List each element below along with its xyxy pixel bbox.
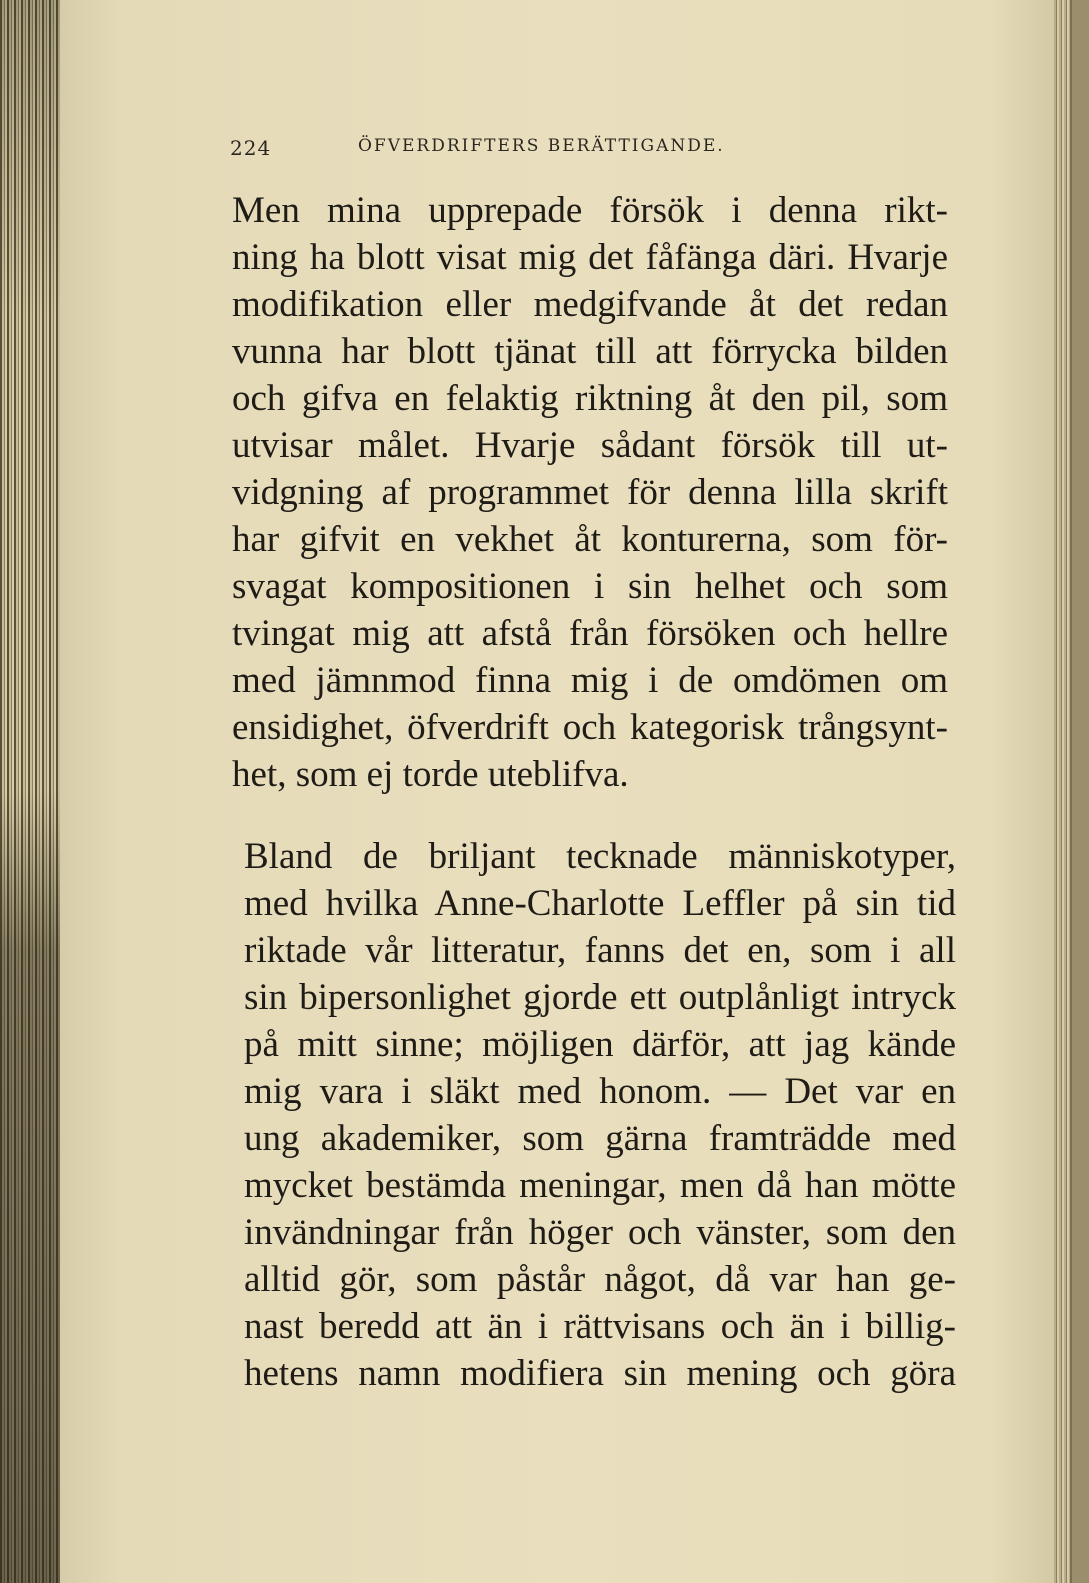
- text-line: och gifva en felaktig riktning åt den pil, som: [232, 378, 948, 419]
- text-line: hetens namn modifiera sin mening och göra: [244, 1353, 956, 1394]
- paragraph-1: [232, 187, 948, 798]
- text-line: ung akademiker, som gärna framträdde med: [244, 1118, 956, 1159]
- text-line: modifikation eller medgifvande åt det redan: [232, 284, 948, 325]
- text-line: alltid gör, som påstår något, då var han ge-: [244, 1259, 956, 1300]
- text-line: nast beredd att än i rättvisans och än i billig-: [244, 1306, 956, 1347]
- text-line: Bland de briljant tecknade människotyper,: [244, 836, 956, 877]
- text-line: utvisar målet. Hvarje sådant försök till ut-: [232, 425, 948, 466]
- text-line: med jämnmod finna mig i de omdömen om: [232, 660, 948, 701]
- text-line: har gifvit en vekhet åt konturerna, som för-: [232, 519, 948, 560]
- text-line: tvingat mig att afstå från försöken och hellre: [232, 613, 948, 654]
- running-title: ÖFVERDRIFTERS BERÄTTIGANDE.: [358, 136, 725, 156]
- text-line: ensidighet, öfverdrift och kategorisk trångsynt-: [232, 707, 948, 748]
- text-line: mycket bestämda meningar, men då han mötte: [244, 1165, 956, 1206]
- text-line: svagat kompositionen i sin helhet och som: [232, 566, 948, 607]
- running-head: [230, 132, 830, 168]
- text-line: mig vara i släkt med honom. — Det var en: [244, 1071, 956, 1112]
- page-number: 224: [230, 136, 272, 160]
- text-line: het, som ej torde uteblifva.: [232, 754, 629, 795]
- text-line: riktade vår litteratur, fanns det en, som i all: [244, 930, 956, 971]
- text-line: vidgning af programmet för denna lilla skrift: [232, 472, 948, 513]
- text-line: med hvilka Anne-Charlotte Leffler på sin tid: [244, 883, 956, 924]
- text-line: på mitt sinne; möjligen därför, att jag kände: [244, 1024, 956, 1065]
- text-line: invändningar från höger och vänster, som den: [244, 1212, 956, 1253]
- paragraph-2: [244, 833, 956, 1397]
- text-line: Men mina upprepade försök i denna rikt-: [232, 190, 948, 231]
- text-line: ning ha blott visat mig det fåfänga däri. Hvarje: [232, 237, 948, 278]
- text-line: vunna har blott tjänat till att förrycka bilden: [232, 331, 948, 372]
- page-right-edge: [1054, 0, 1070, 1583]
- text-line: sin bipersonlighet gjorde ett outplånligt intryck: [244, 977, 956, 1018]
